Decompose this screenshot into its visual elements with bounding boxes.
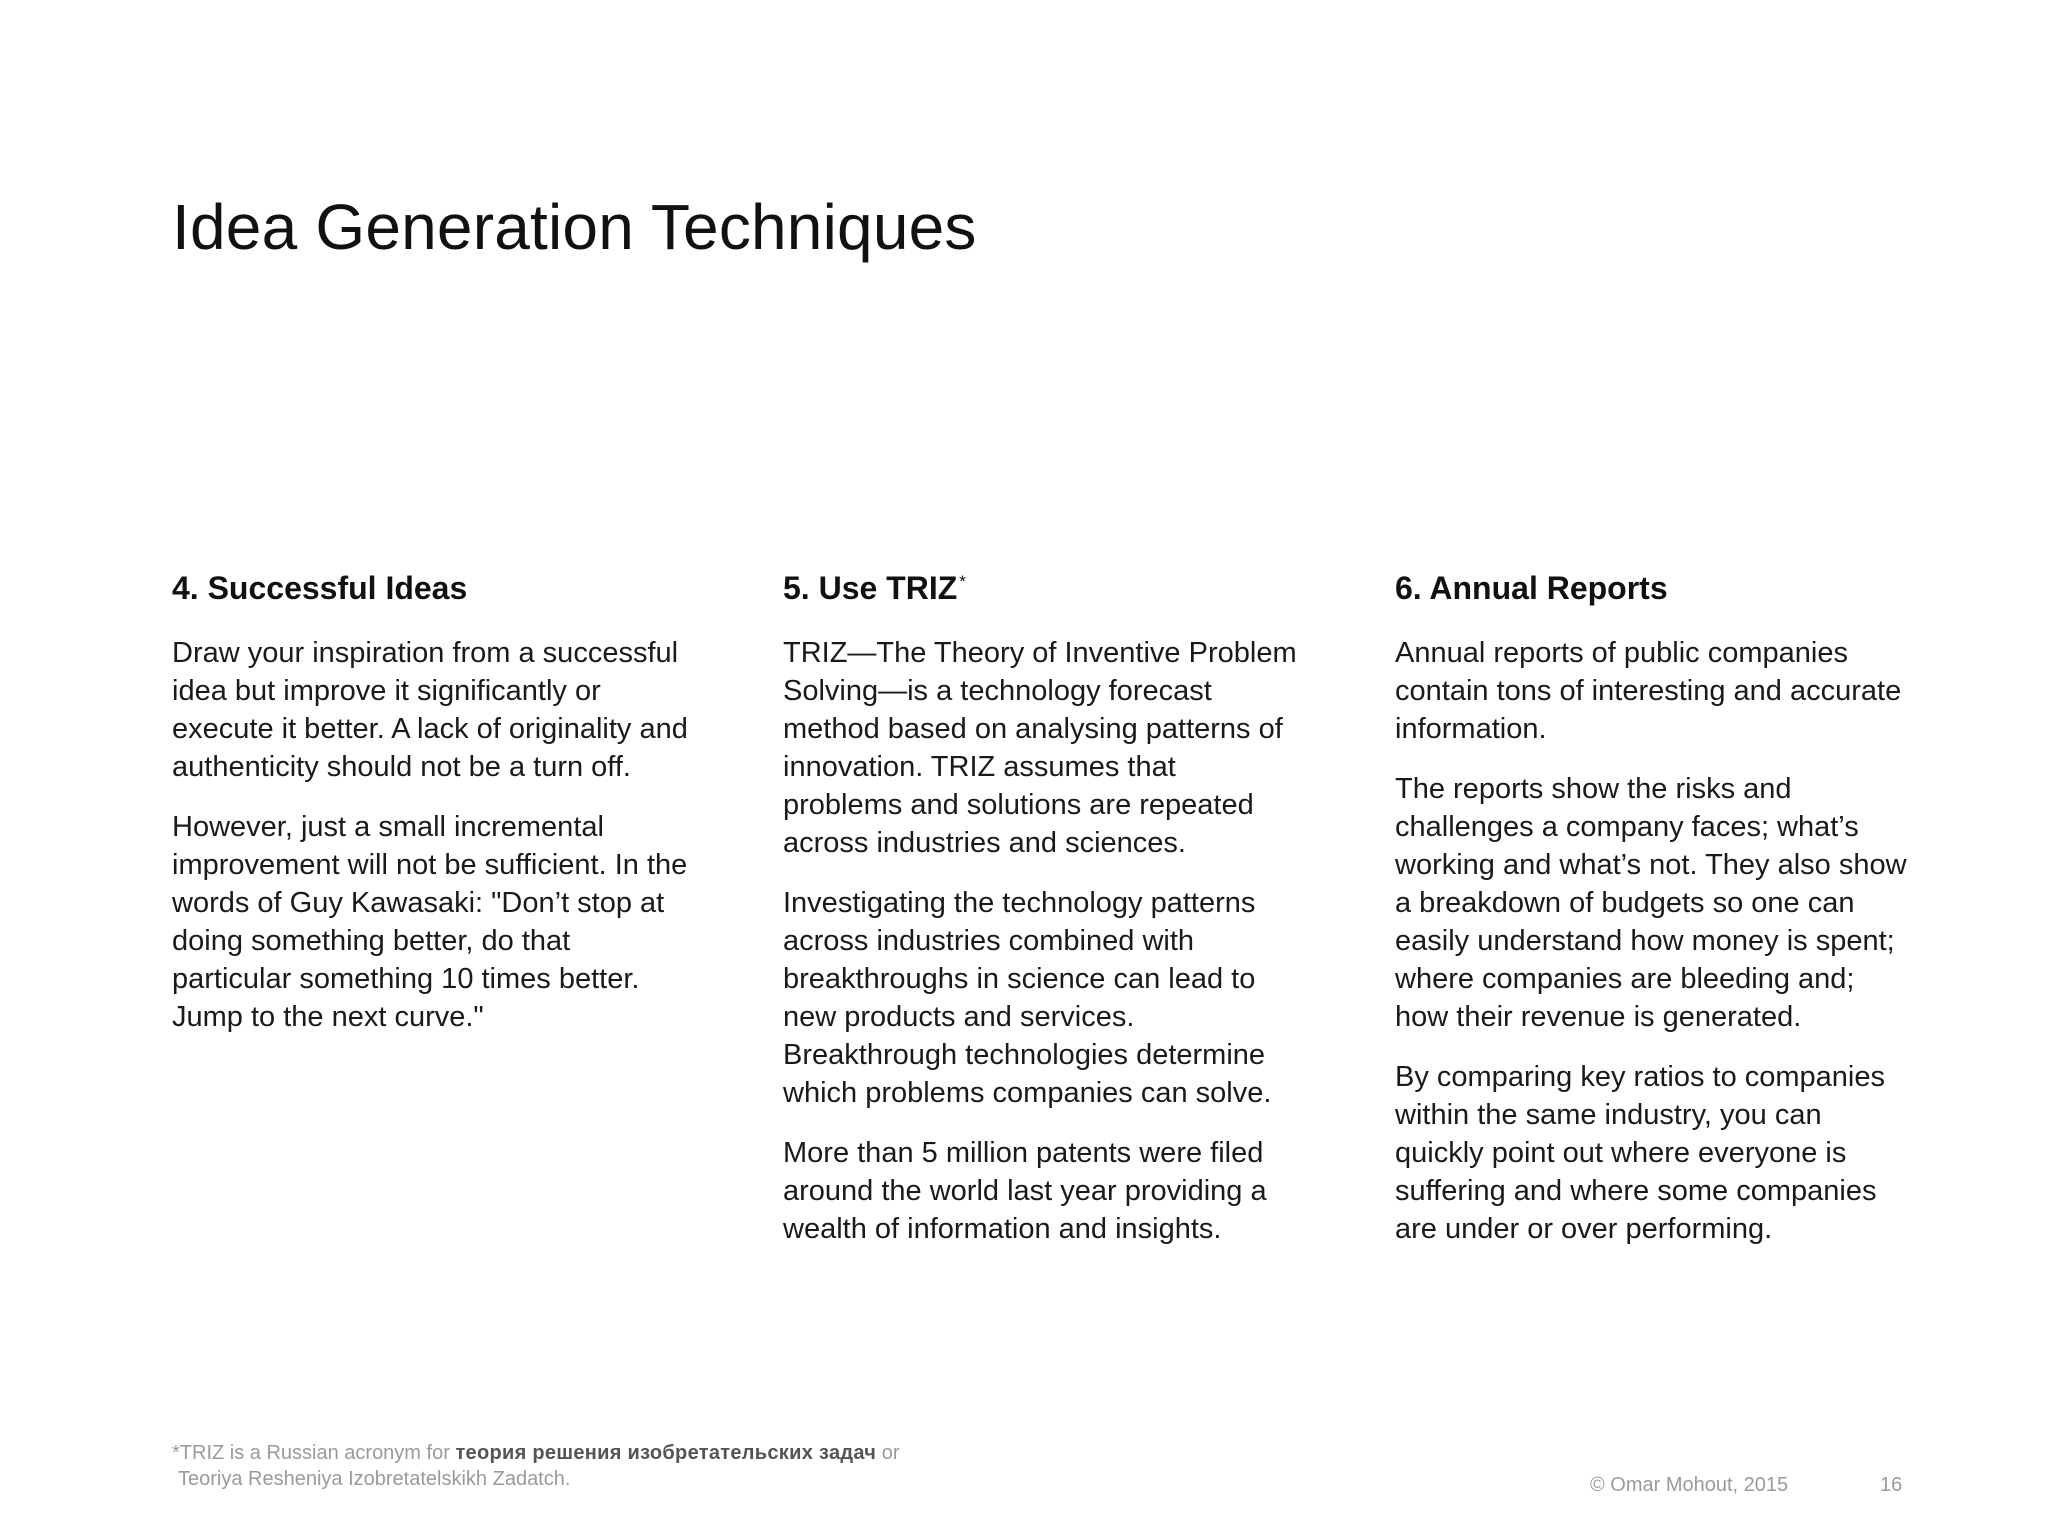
technique-paragraph: By comparing key ratios to companies within the same industry, you can quickly point out where everyone is suffering and where some companies are under or over performing. bbox=[1395, 1061, 1885, 1245]
footnote-transliteration: Teoriya Resheniya Izobretatelskikh Zadatch. bbox=[178, 1468, 571, 1490]
footnote-mark: * bbox=[172, 1442, 180, 1464]
footnote-suffix: or bbox=[881, 1442, 900, 1464]
technique-heading: 6. Annual Reports bbox=[1395, 570, 1668, 606]
technique-paragraph: However, just a small incremental improvement will not be sufficient. In the words of Guy Kawasaki: "Don’t stop at doing something better, do that particular something 10 times better. Jump to the next curve." bbox=[172, 811, 688, 1033]
technique-heading: 4. Successful Ideas bbox=[172, 570, 468, 606]
technique-paragraph: Draw your inspiration from a successful idea but improve it significantly or execute it better. A lack of originality and authenticity should not be a turn off. bbox=[172, 637, 688, 783]
page-number: 16 bbox=[1880, 1474, 1903, 1496]
technique-column-use-triz bbox=[783, 566, 1303, 1270]
footnote-russian-term: теория решения изобретательских задач bbox=[455, 1442, 877, 1464]
technique-paragraph: More than 5 million patents were filed around the world last year providing a wealth of information and insights. bbox=[783, 1137, 1267, 1245]
technique-column-annual-reports bbox=[1395, 566, 1915, 1270]
footnote bbox=[172, 1440, 900, 1492]
slide-title: Idea Generation Techniques bbox=[172, 191, 977, 263]
technique-paragraph: Annual reports of public companies contain tons of interesting and accurate information. bbox=[1395, 637, 1902, 745]
technique-paragraph: Investigating the technology patterns across industries combined with breakthroughs in science can lead to new products and services. Breakthrough technologies determine which problems companies can solve. bbox=[783, 887, 1272, 1109]
footnote-line bbox=[172, 1440, 900, 1466]
technique-paragraph: TRIZ—The Theory of Inventive Problem Solving—is a technology forecast method based on analysing patterns of innovation. TRIZ assumes that problems and solutions are repeated across industries and sciences. bbox=[783, 637, 1297, 859]
copyright-notice: © Omar Mohout, 2015 bbox=[1590, 1474, 1789, 1496]
technique-heading-text: 5. Use TRIZ bbox=[783, 570, 958, 606]
footnote-prefix: TRIZ is a Russian acronym for bbox=[179, 1442, 450, 1464]
technique-paragraph: The reports show the risks and challenges a company faces; what’s working and what’s not. They also show a breakdown of budgets so one can easily understand how money is spent; where companies are bleeding and; how their revenue is generated. bbox=[1395, 773, 1907, 1033]
technique-heading bbox=[783, 566, 1303, 610]
footnote-marker: * bbox=[959, 572, 966, 591]
technique-column-successful-ideas bbox=[172, 566, 692, 1058]
